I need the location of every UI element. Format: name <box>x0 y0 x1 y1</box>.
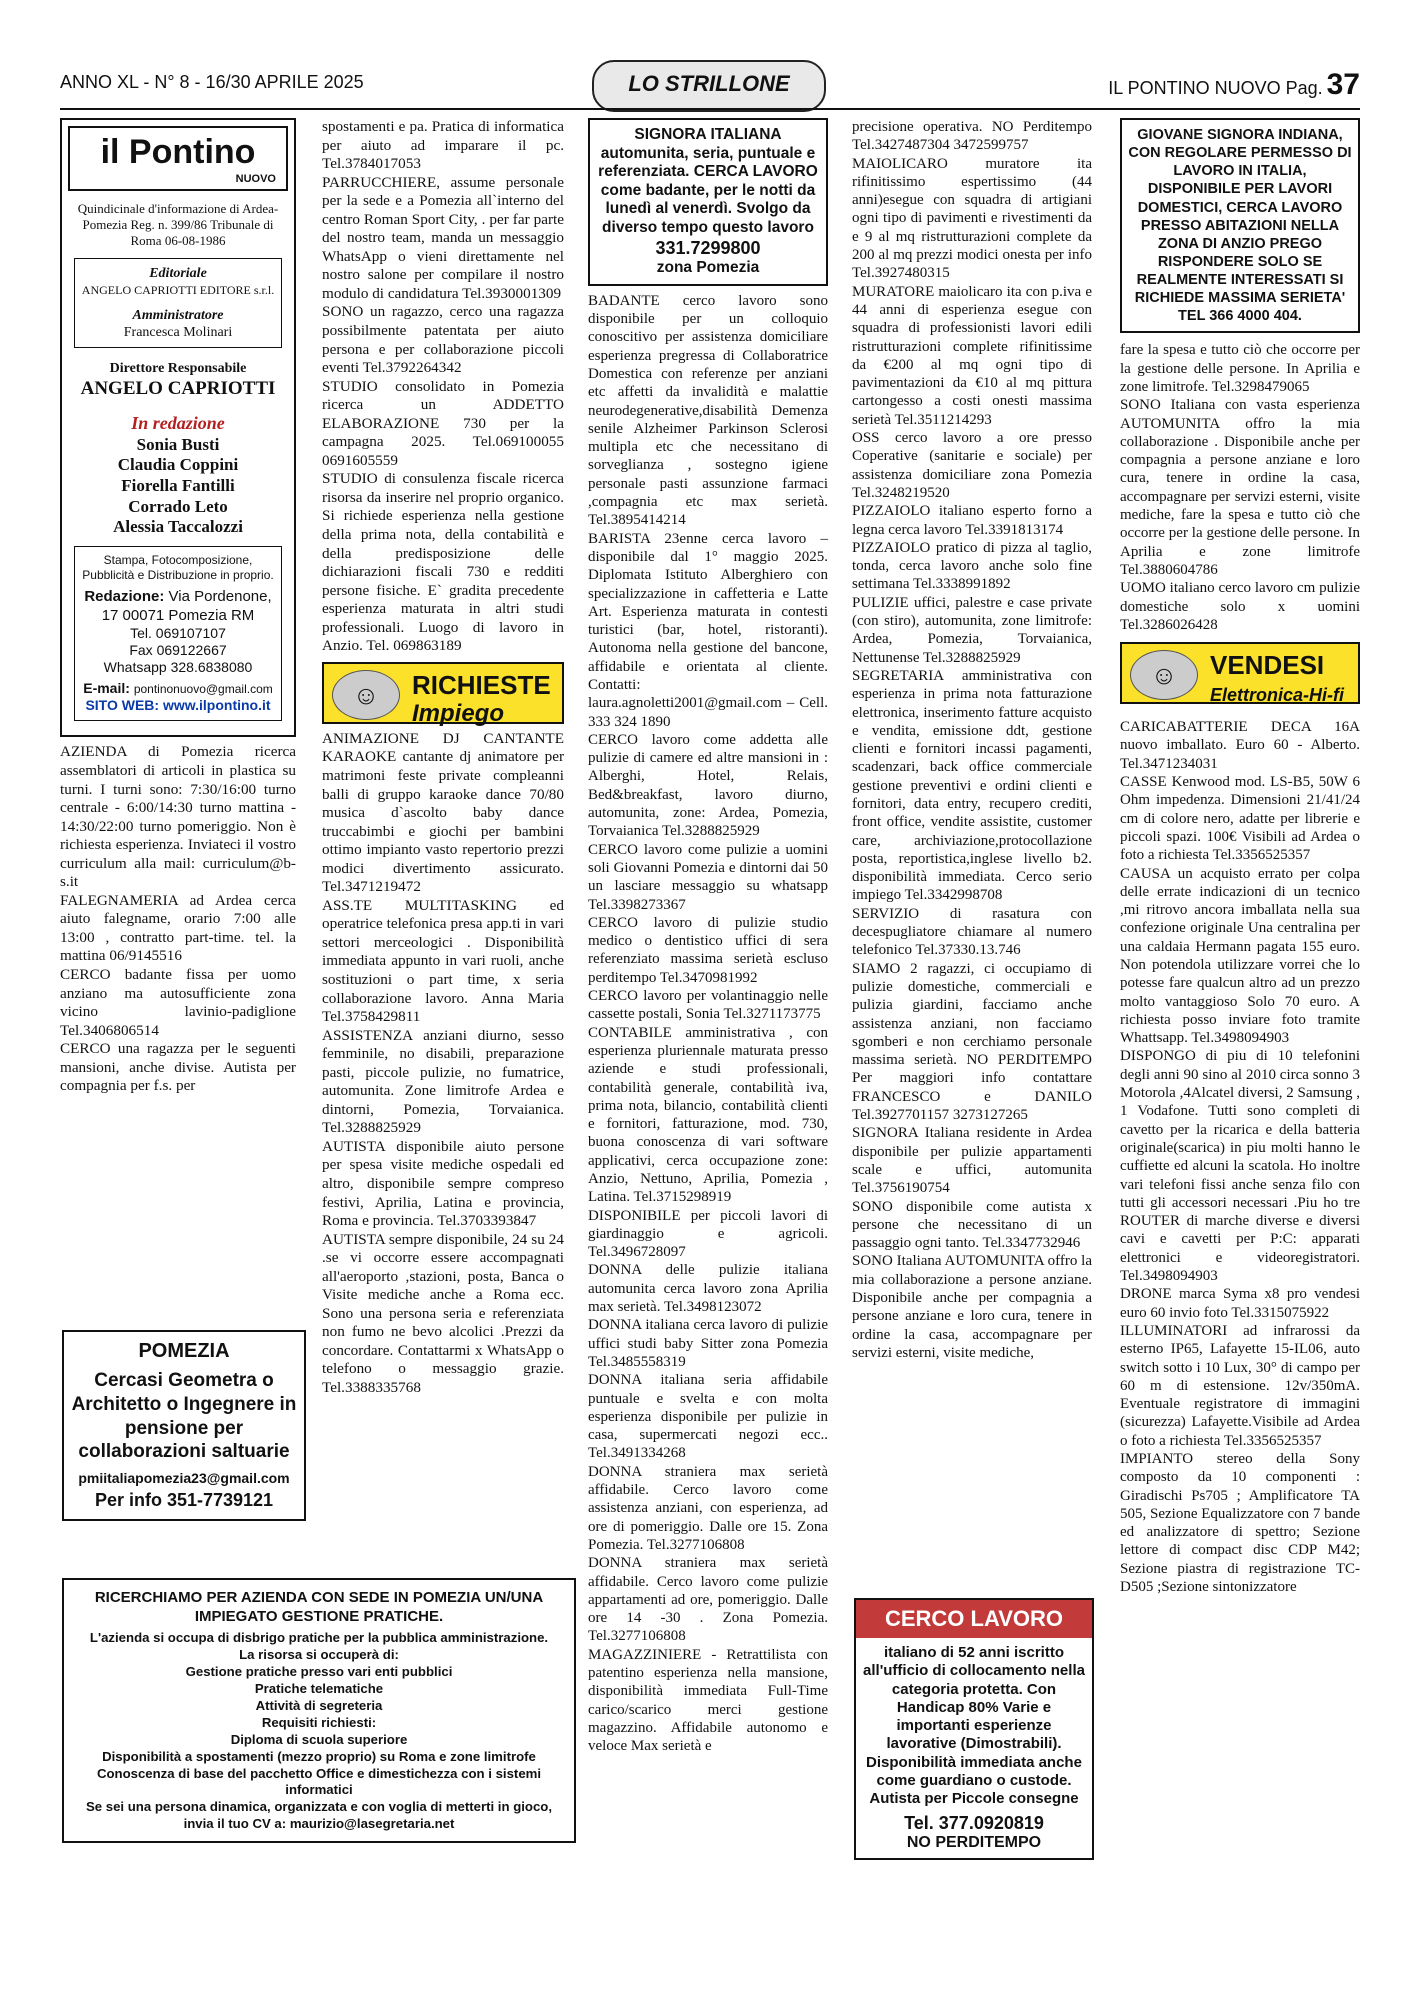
issue-info: ANNO XL - N° 8 - 16/30 APRILE 2025 <box>60 72 364 92</box>
strillone-icon: ☺ <box>332 670 400 720</box>
ad: CERCO una ragazza per le seguenti mansioni, anche divise. Autista per compagnia per f.s. per <box>60 1040 296 1095</box>
ad: CERCO badante fissa per uomo anziano ma autosufficiente zona vicino lavinio-padiglione Tel.3406806514 <box>60 965 296 1039</box>
cerco-lavoro-box: CERCO LAVORO italiano di 52 anni iscritto all'ufficio di collocamento nella categoria protetta. Con Handicap 80% Varie e importanti esperienze lavorative (Dimostrabili). Disponibilità immediata anche come guardiano o custode. Autista per Piccole consegne Tel. 377.0920819 NO PERDITEMPO <box>854 1598 1094 1860</box>
staff-list: Sonia Busti Claudia Coppini Fiorella Fantilli Corrado Leto Alessia Taccalozzi <box>113 434 243 537</box>
ad: ANIMAZIONE DJ CANTANTE KARAOKE cantante dj animatore per matrimoni feste private compleanni balli di gruppo karaoke dance 70/80 musica d`ascolto baby dance truccabimbi e giochi per bambini ottimo impianto vasto repertorio prezzi modici divertimento assicurato. Tel.3471219472 <box>322 729 564 896</box>
ad: IMPIANTO stereo della Sony composto da 10 componenti : Giradischi Ps705 ; Amplificatore TA 505, Sezione Equalizzatore con 7 bande ed analizzatore di spettro; Sezione lettore di compact disc CDP M42; Sezione piastra di registrazione TC-D505 ;Sezione sintonizzatore <box>1120 1451 1360 1596</box>
ad: SERVIZIO di rasatura con decespugliatore chiamare al numero telefonico Tel.37330.13.746 <box>852 905 1092 959</box>
ad: MAIOLICARO muratore ita rifinitissimo espertissimo (44 anni)esegue con squadra di artigiani ogni tipo di pavimenti e rivestimenti da e 9 al mq ristrutturazioni complete da 200 al mq prezzi modici onesta per info Tel.3927480315 <box>852 155 1092 282</box>
signora-indiana-box: GIOVANE SIGNORA INDIANA, CON REGOLARE PERMESSO DI LAVORO IN ITALIA, DISPONIBILE PER LAVORI DOMESTICI, CERCA LAVORO PRESSO ABITAZIONI NELLA ZONA DI ANZIO PREGO RISPONDERE SOLO SE REALMENTE INTERESSATI SI RICHIEDE MASSIMA SERIETA' TEL 366 4000 404. <box>1120 118 1360 333</box>
ad: CAUSA un acquisto errato per colpa delle errate indicazioni di un tecnico ,mi ritrovo ancora imballata nella sua confezione originale Una centralina per una caldaia Hermann pagata 155 euro. Non potendola utilizzare vorrei che lo potesse fare qualcun altro ad un prezzo molto vantaggioso Solo 70 euro. A richiesta posso inviare foto tramite Whattsapp. Tel.3498094903 <box>1120 865 1360 1047</box>
ad: PIZZAIOLO pratico di pizza al taglio, tonda, cerca lavoro anche solo fine settimana Tel.3338991892 <box>852 539 1092 593</box>
ad: CONTABILE amministrativa , con esperienza pluriennale maturata presso aziende e studi professionali, contabilità generale, contabilità iva, prima nota, bilancio, contabilità clienti e fornitori, fatturazione, mod. 730, buona conoscenza di vari software applicativi, cerca occupazione zone: Anzio, Nettuno, Aprilia, Pomezia , Latina. Tel.3715298919 <box>588 1024 828 1206</box>
ad: SIGNORA Italiana residente in Ardea disponibile per pulizie appartamenti scale e uffici, automunita Tel.3756190754 <box>852 1125 1092 1197</box>
ad: DONNA straniera max serietà affidabile. Cerco lavoro come assistenza anziani, con esperienza, ad ore di pomeriggio. Dalle ore 15. Zona Pomezia. Tel.3277106808 <box>588 1463 828 1553</box>
pomezia-box: POMEZIA Cercasi Geometra o Architetto o Ingegnere in pensione per collaborazioni saltuarie pmiitaliapomezia23@gmail.com Per info 351-7739121 <box>62 1330 306 1521</box>
ad: DRONE marca Syma x8 pro vendesi euro 60 invio foto Tel.3315075922 <box>1120 1286 1360 1321</box>
ad: ASSISTENZA anziani diurno, sesso femminile, no disabili, preparazione pasti, piccole pulizie, no fumatrice, automunita. Zone limitrofe Ardea e dintorni, Pomezia, Torvaianica. Tel.3288825929 <box>322 1026 564 1137</box>
ad: CERCO lavoro di pulizie studio medico o dentistico uffici di sera referenziato massima serietà escluso perditempo Tel.3470981992 <box>588 914 828 986</box>
ad: BARISTA 23enne cerca lavoro – disponibile dal 1° maggio 2025. Diplomata Istituto Alberghiero con specializzazione in caffetteria e Latte Art. Esperienza maturata in contesti turistici (bar, hotel, ristoranti). Autonoma nella gestione del bancone, affidabile e orientata al cliente. Contatti: laura.agnoletti2001@gmail.com – Cell. 333 324 1890 <box>588 530 828 730</box>
ad: DONNA italiana seria affidabile puntuale e svelta e con molta esperienza disponibile per pulizie in casa, supermercati negozi ecc.. Tel.3491334268 <box>588 1372 828 1462</box>
signora-italiana-box: SIGNORA ITALIANA automunita, seria, puntuale e referenziata. CERCA LAVORO come badante, per le notti da lunedì al venerdì. Svolgo da diverso tempo questo lavoro 331.7299800 zona Pomezia <box>588 118 828 286</box>
ad: ASS.TE MULTITASKING ed operatrice telefonica presa app.ti in vari settori merceologici . Disponibilità immediata appunto in vari ruoli, anche sostituzioni o part time, x seria collaborazione lavoro. Anna Maria Tel.3758429811 <box>322 896 564 1026</box>
ad: spostamenti e pa. Pratica di informatica per aiuto ad imparare il pc. Tel.3784017053 <box>322 118 564 173</box>
ad: ILLUMINATORI ad infrarossi da esterno IP65, Lafayette 15-IL06, auto switch sotto i 10 Lux, 30° di campo per 60 m di estensione. 12v/350mA. Eventuale registratore di immagini (sicurezza) Lafayette.Visibile ad Ardea o foto a richiesta Tel.3356525357 <box>1120 1322 1360 1449</box>
ad: PIZZAIOLO italiano esperto forno a legna cerca lavoro Tel.3391813174 <box>852 503 1092 538</box>
ad: FALEGNAMERIA ad Ardea cerca aiuto falegname, orario 7:00 alle 13:00 , contratto part-time. tel. la mattina 06/9145516 <box>60 891 296 965</box>
ad: CERCO lavoro come addetta alle pulizie di camere ed altre mansioni in : Alberghi, Hotel, Relais, Bed&breakfast, lavoro diurno, automunita, zone: Ardea, Pomezia, Torvaianica Tel.3288825929 <box>588 731 828 840</box>
ad: SEGRETARIA amministrativa con esperienza in prima nota fatturazione elettronica, inserimento fatture acquisto e vendita, emissione ddt, gestione clienti e fornitori incassi pagamenti, scadenzari, back office commerciale gestione preventivi e ordini clienti e fornitori, data entry, recupero crediti, front office, vendite assistite, customer care, archiviazione,protocollazione posta, reportistica,inglese livello b2. disponibilità immediata. Cerco serio impiego Tel.3342998708 <box>852 667 1092 904</box>
ad: STUDIO di consulenza fiscale ricerca risorsa da inserire nel proprio organico. Si richiede esperienza nella gestione della prima nota, della contabilità e della predisposizione delle dichiarazioni fiscali 730 e redditi persone fisiche. E` gradita precedente esperienza maturata in altri studi professionali. Luogo di lavoro in Anzio. Tel. 069863189 <box>322 470 564 655</box>
ad: CASSE Kenwood mod. LS-B5, 50W 6 Ohm impedenza. Dimensioni 21/41/24 cm di colore nero, adatte per librerie e piccoli spazi. 100€ Visibili ad Ardea o foto a richiesta Tel.3356525357 <box>1120 774 1360 864</box>
column-4 <box>852 118 1092 1362</box>
ad: AUTISTA disponibile aiuto persone per spesa visite mediche ospedali ed altro, disponibile sempre compreso festivi, Aprilia, Latina e provincia, Roma e provincia. Tel.3703393847 <box>322 1137 564 1230</box>
ad: CERCO lavoro come pulizie a uomini soli Giovanni Pomezia e dintorni dai 50 un lasciare messaggio su whatsapp Tel.3398273367 <box>588 841 828 913</box>
column-3 <box>588 118 828 1756</box>
ricerchiamo-box: RICERCHIAMO PER AZIENDA CON SEDE IN POMEZIA UN/UNA IMPIEGATO GESTIONE PRATICHE. L'azienda si occupa di disbrigo pratiche per la pubblica amministrazione. La risorsa si occuperà di: Gestione pratiche presso vari enti pubblici Pratiche telematiche Attività di segreteria Requisiti richiesti: Diploma di scuola superiore Disponibilità a spostamenti (mezzo proprio) su Roma e zone limitrofe Conoscenza di base del pacchetto Office e dimestichezza con i sistemi informatici Se sei una persona dinamica, organizzata e con voglia di metterti in gioco, invia il tuo CV a: maurizio@lasegretaria.net <box>62 1578 576 1843</box>
lo-strillone-logo: LO STRILLONE <box>592 60 826 112</box>
ad: precisione operativa. NO Perditempo Tel.3427487304 3472599757 <box>852 119 1092 154</box>
ad: SONO un ragazzo, cerco una ragazza possibilmente patentata per aiuto persona e per collaborazione piccoli eventi Tel.3792264342 <box>322 303 564 377</box>
ad: CERCO lavoro per volantinaggio nelle cassette postali, Sonia Tel.3271173775 <box>588 988 828 1023</box>
ad: SONO Italiana con vasta esperienza AUTOMUNITA offro la mia collaborazione . Disponibile anche per compagnia a persone anziane e loro cura, tenere in ordine la casa, accompagnare per servizi esterni, visite mediche, fare la spesa e tutto ciò che occorre per la gestione delle persone. In Aprilia e zone limitrofe Tel.3880604786 <box>1120 397 1360 578</box>
ad: CARICABATTERIE DECA 16A nuovo imballato. Euro 60 - Alberto. Tel.3471234031 <box>1120 719 1360 772</box>
director: ANGELO CAPRIOTTI <box>80 378 276 400</box>
masthead-info: Quindicinale d'informazione di Ardea-Pomezia Reg. n. 399/86 Tribunale di Roma 06-08-1986 <box>77 200 279 248</box>
ad: BADANTE cerco lavoro sono disponibile per un colloquio conoscitivo per assistenza domiciliare esperienza pregressa di Collaboratrice Domestica con referenze per anziani etc affetti da invalidità e malattie neurodegenerative,disabilità Demenza senile Alzheimer Parkinson Sclerosi multipla etc che necessitano di sorveglianza , sostegno igiene personale pasti assunzione farmaci ,compagnia etc max serietà. Tel.3895414214 <box>588 292 828 529</box>
section-vendesi-elettronica: ☺ VENDESI Elettronica-Hi-fi <box>1120 642 1360 704</box>
ad: PARRUCCHIERE, assume personale per la sede e a Pomezia all`interno del centro Roman Sport City, . per far parte del nostro team, manda un messaggio WhatsApp o vieni direttamente nel nostro salone per compilare il nostro modulo di candidatura Tel.3930001309 <box>322 173 564 302</box>
page-number: 37 <box>1326 68 1360 101</box>
paper-page: IL PONTINO NUOVO Pag. 37 <box>1108 68 1360 101</box>
editorial-box: Editoriale ANGELO CAPRIOTTI EDITORE s.r.l. Amministratore Francesca Molinari <box>74 258 282 348</box>
ad: AUTISTA sempre disponibile, 24 su 24 .se vi occorre essere accompagnati all'aeroporto ,stazioni, posta, Banca o Visite mediche anche a Roma ecc. Sono una persona seria e referenziata non fumo ne bevo alcolici .Prezzi da concordare. Contattarmi x WhatsApp o telefono o messaggio grazie. Tel.3388335768 <box>322 1230 564 1396</box>
ad: SONO Italiana AUTOMUNITA offro la mia collaborazione a persone anziane. Disponibile anche per compagnia a persone anziane e loro cura, tenere in ordine la casa, accompagnare per servizi esterni, visite mediche, <box>852 1253 1092 1361</box>
site-link[interactable]: www.ilpontino.it <box>162 697 271 714</box>
column-2 <box>322 118 564 1398</box>
ad: DISPONGO di piu di 10 telefonini degli anni 90 sino al 2010 circa sonno 3 Motorola ,4Alcatel diversi, 2 Samsung , 1 Vodafone. Tutti sono completi di cavetto per la ricarica e della batteria originale(scarica) in piu molti hanno le cuffiette ed alcuni la scatola. Ho inoltre vari telefoni fissi anche senza filo con tutti gli accessori necessari .Piu ho tre ROUTER di marche diverse e diversi cavi e cavetti per P:C: apparati elettronici e videoregistratori. Tel.3498094903 <box>1120 1048 1360 1285</box>
contacts-box: Stampa, Fotocomposizione, Pubblicità e Distribuzione in proprio. Redazione: Via Pordenone, 17 00071 Pomezia RM Tel. 069107107 Fax 069122667 Whatsapp 328.6838080 E-mail: pontinonuovo@gmail.com SITO WEB: www.ilpontino.it <box>74 546 282 721</box>
ad: OSS cerco lavoro a ore presso Coperative (sanitarie e sociale) per assistenza domiciliare zona Pomezia Tel.3248219520 <box>852 430 1092 501</box>
email-link[interactable]: pontinonuovo@gmail.com <box>133 682 273 697</box>
ad: PULIZIE uffici, palestre e case private (con stiro), automunita, zone limitrofe: Ardea, Pomezia, Torvaianica, Nettunense Tel.3288825929 <box>852 594 1092 666</box>
ad: UOMO italiano cerco lavoro cm pulizie domestiche solo x uomini Tel.3286026428 <box>1120 580 1360 633</box>
column-5 <box>1120 118 1360 1596</box>
ad: DONNA italiana cerca lavoro di pulizie uffici studi baby Sitter zona Pomezia Tel.3485558319 <box>588 1317 828 1370</box>
masthead-title: il Pontino NUOVO <box>68 126 288 191</box>
ads-list-3 <box>588 292 828 1756</box>
masthead: il Pontino NUOVO Quindicinale d'informazione di Ardea-Pomezia Reg. n. 399/86 Tribunale di Roma 06-08-1986 Editoriale ANGELO CAPRIOTTI EDITORE s.r.l. Amministratore Francesca Molinari Direttore Responsabile ANGELO CAPRIOTTI In redazione Sonia Busti Claudia Coppini Fiorella Fantilli Corrado Leto Alessia Taccalozzi Stampa, Fotocomposizione, Pubblicità e Distribuzione in proprio. Redazione: Via Pordenone, 17 00071 Pomezia RM Tel. 069107107 Fax 069122667 Whatsapp 328.6838080 E-mail: pontinonuovo@gmail.com SITO WEB: www.ilpontino.it <box>60 118 296 737</box>
ad: SIAMO 2 ragazzi, ci occupiamo di pulizie domestiche, commerciali e pulizia giardini, facciamo anche assistenza anziani, non facciamo sgomberi e non cerchiamo personale massima serietà. NO PERDITEMPO Per maggiori info contattare FRANCESCO e DANILO Tel.3927701157 3273127265 <box>852 960 1092 1124</box>
ad: AZIENDA di Pomezia ricerca assemblatori di articoli in plastica su turni. I turni sono: 7:30/16:00 turno centrale - 6:00/14:30 turno mattina - 14:30/22:00 turno pomeriggio. Non è richiesta esperienza. Inviateci il vostro curriculum alla mail: curriculum@b-s.it <box>60 743 296 891</box>
ad: STUDIO consolidato in Pomezia ricerca un ADDETTO ELABORAZIONE 730 per la campagna 2025. Tel.069100055 0691605559 <box>322 377 564 469</box>
column-1 <box>60 118 296 1096</box>
section-richieste-impiego: ☺ RICHIESTE Impiego <box>322 662 564 724</box>
ad: DONNA straniera max serietà affidabile. Cerco lavoro come pulizie appartamenti ad ore, pomeriggio. Dalle ore 14 -30 . Zona Pomezia. Tel.3277106808 <box>588 1555 828 1645</box>
ad: SONO disponibile come autista x persone che necessitano di un passaggio ogni tanto. Tel.3347732946 <box>852 1198 1092 1252</box>
ad: DISPONIBILE per piccoli lavori di giardinaggio e agricoli. Tel.3496728097 <box>588 1207 828 1261</box>
ad: MAGAZZINIERE - Retrattilista con patentino esperienza nella mansione, disponibilità immediata Full-Time carico/scarico merci gestione magazzino. Affidabile autonomo e veloce Max serietà e <box>588 1646 828 1755</box>
ad: fare la spesa e tutto ciò che occorre per la gestione delle persone. In Aprilia e zone limitrofe. Tel.3298479065 <box>1120 342 1360 395</box>
strillone-icon: ☺ <box>1130 650 1198 700</box>
header-rule <box>60 108 1360 110</box>
ad: MURATORE maiolicaro ita con p.iva e 44 anni di esperienza esegue con squadra di professionisti lavori edili ristrutturazioni complete rifinitissime da €200 al mq ogni tipo di pavimentazioni da €10 al mq pittura cartongesso a costi onesti massima serietà Tel.3511214293 <box>852 283 1092 428</box>
ad: DONNA delle pulizie italiana automunita cerca lavoro zona Aprilia max serietà. Tel.3498123072 <box>588 1262 828 1316</box>
